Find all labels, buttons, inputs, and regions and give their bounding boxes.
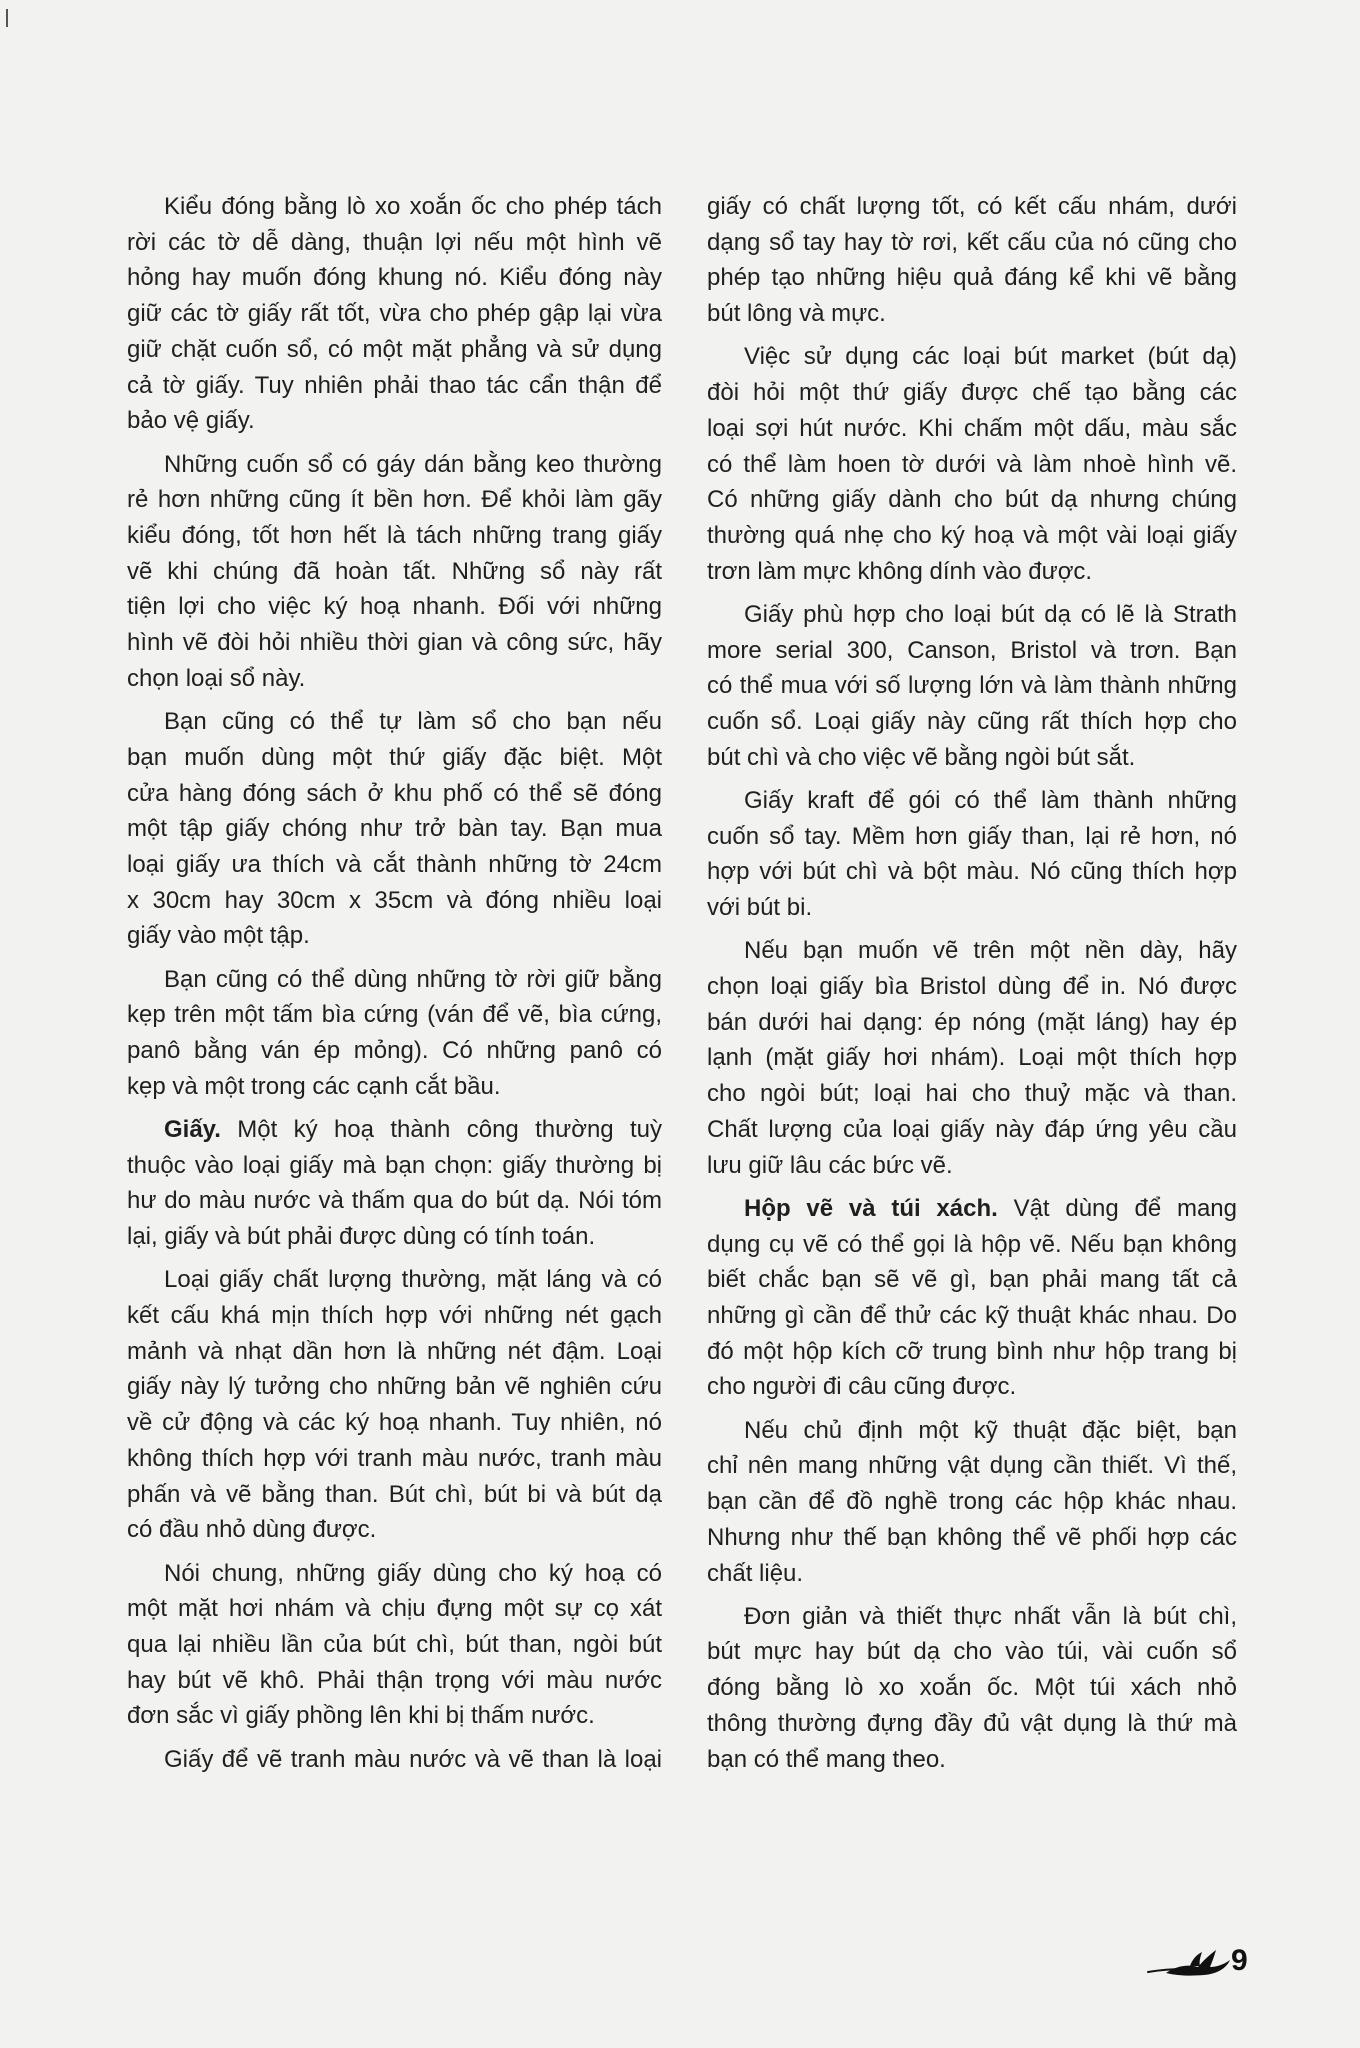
paragraph bbox=[127, 962, 662, 1105]
paragraph-lead-heading: Giấy. bbox=[164, 1115, 221, 1143]
paragraph bbox=[707, 1413, 1237, 1592]
text-line: cửa hàng đóng sách ở khu phố có thể sẽ đóng bbox=[127, 779, 662, 807]
text-line: Việc sử dụng các loại bút market (bút dạ) bbox=[744, 343, 1237, 371]
text-line: bút lông và mực. bbox=[707, 300, 886, 328]
text-line: Nếu chủ định một kỹ thuật đặc biệt, bạn bbox=[744, 1416, 1237, 1444]
text-line: bạn muốn dùng một thứ giấy đặc biệt. Một bbox=[127, 743, 662, 771]
text-line: x 30cm hay 30cm x 35cm và đóng nhiều loại bbox=[127, 886, 662, 914]
text-line: chọn loại giấy bìa Bristol dùng để in. Nó được bbox=[707, 972, 1237, 1000]
text-line: Đơn giản và thiết thực nhất vẫn là bút chì, bbox=[744, 1602, 1237, 1630]
text-line: qua lại nhiều lần của bút chì, bút than, ngòi bút bbox=[127, 1630, 662, 1658]
bird-ornament-icon bbox=[1146, 1946, 1232, 1980]
paragraph bbox=[707, 339, 1237, 589]
text-line: Giấy để vẽ tranh màu nước và vẽ than là loại bbox=[164, 1745, 662, 1773]
text-line bbox=[127, 1112, 662, 1148]
text-line: giấy vào một tập. bbox=[127, 922, 310, 950]
text-line: hình vẽ đòi hỏi nhiều thời gian và công sức, hãy bbox=[127, 629, 662, 657]
text-line: bạn cần để đồ nghề trong các hộp khác nhau. bbox=[707, 1488, 1237, 1516]
text-line: dạng sổ tay hay tờ rơi, kết cấu của nó cũng cho bbox=[707, 228, 1237, 256]
text-line bbox=[707, 1191, 1237, 1227]
text-line: thông thường đựng đầy đủ vật dụng là thứ mà bbox=[707, 1709, 1237, 1737]
text-line: đơn sắc vì giấy phồng lên khi bị thấm nước. bbox=[127, 1702, 595, 1730]
paragraph bbox=[127, 1112, 662, 1255]
text-line: hư do màu nước và thấm qua do bút dạ. Nói tóm bbox=[127, 1187, 662, 1215]
text-line: có thể mua với số lượng lớn và làm thành những bbox=[707, 672, 1237, 700]
text-line: kẹp và một trong các cạnh cắt bầu. bbox=[127, 1072, 501, 1100]
paragraph bbox=[707, 933, 1237, 1183]
paragraph bbox=[127, 1262, 662, 1548]
text-line: hợp với bút chì và bột màu. Nó cũng thích hợp bbox=[707, 858, 1237, 886]
left-column bbox=[127, 189, 662, 1785]
text-line: trơn làm mực không dính vào được. bbox=[707, 557, 1093, 585]
text-line: không thích hợp với tranh màu nước, tranh màu bbox=[127, 1444, 662, 1472]
paragraph bbox=[707, 1191, 1237, 1405]
paragraph bbox=[127, 1742, 662, 1778]
text-line: mảnh và nhạt dần hơn là những nét đậm. Loại bbox=[127, 1337, 662, 1365]
text-line: rời các tờ dễ dàng, thuận lợi nếu một hình vẽ bbox=[127, 228, 662, 256]
text-line: những gì cần để thử các kỹ thuật khác nhau. Do bbox=[707, 1301, 1237, 1329]
paragraph bbox=[707, 189, 1237, 332]
text-line: kẹp trên một tấm bìa cứng (ván để vẽ, bìa cứng, bbox=[127, 1001, 662, 1029]
text-line: vẽ khi chúng đã hoàn tất. Những sổ này rất bbox=[127, 557, 662, 585]
text-line: giấy này lý tưởng cho những bản vẽ nghiên cứu bbox=[127, 1373, 662, 1401]
text-line: biết chắc bạn sẽ vẽ gì, bạn phải mang tất cả bbox=[707, 1266, 1237, 1294]
text-line: tiện lợi cho việc ký hoạ nhanh. Đối với những bbox=[127, 593, 662, 621]
text-line: more serial 300, Canson, Bristol và trơn. Bạn bbox=[707, 636, 1237, 664]
text-line: Kiểu đóng bằng lò xo xoắn ốc cho phép tách bbox=[164, 193, 662, 220]
text-line: đòi hỏi một thứ giấy được chế tạo bằng các bbox=[707, 379, 1237, 407]
paragraph bbox=[127, 189, 662, 439]
text-line: Loại giấy chất lượng thường, mặt láng và có bbox=[164, 1266, 662, 1294]
paragraph-lead-heading: Hộp vẽ và túi xách. bbox=[744, 1194, 998, 1222]
text-line: Giấy kraft để gói có thể làm thành những bbox=[744, 786, 1237, 814]
text-line: Giấy phù hợp cho loại bút dạ có lẽ là Strath bbox=[744, 600, 1237, 628]
text-line: bút chì và cho việc vẽ bằng ngòi bút sắt. bbox=[707, 743, 1136, 771]
text-line: kết cấu khá mịn thích hợp với những nét gạch bbox=[127, 1301, 662, 1329]
text-line: hay bút vẽ khô. Phải thận trọng với màu nước bbox=[127, 1666, 662, 1694]
text-line: lưu giữ lâu các bức vẽ. bbox=[707, 1151, 953, 1179]
text-line: Nói chung, những giấy dùng cho ký hoạ có bbox=[164, 1559, 662, 1587]
text-line: một mặt hơi nhám và chịu đựng một sự cọ xát bbox=[127, 1595, 662, 1623]
text-line: lạnh (mặt giấy hơi nhám). Loại một thích hợp bbox=[707, 1044, 1237, 1072]
text-line: đó một hộp kích cỡ trung bình như hộp trang bị bbox=[707, 1337, 1237, 1365]
text-line: dụng cụ vẽ có thể gọi là hộp vẽ. Nếu bạn không bbox=[707, 1230, 1237, 1258]
text-line: đóng bằng lò xo xoắn ốc. Một túi xách nhỏ bbox=[707, 1674, 1237, 1702]
text-line: Nếu bạn muốn vẽ trên một nền dày, hãy bbox=[744, 937, 1237, 965]
text-line: kiểu đóng, tốt hơn hết là tách những trang giấy bbox=[127, 522, 662, 549]
text-line: bạn có thể mang theo. bbox=[707, 1745, 946, 1773]
text-line: Những cuốn sổ có gáy dán bằng keo thường bbox=[164, 450, 662, 478]
text-line: Bạn cũng có thể tự làm sổ cho bạn nếu bbox=[164, 708, 662, 736]
text-line: với bút bi. bbox=[707, 894, 813, 922]
text-line: cuốn sổ. Loại giấy này cũng rất thích hợp cho bbox=[707, 708, 1237, 736]
text-line: bút mực hay bút dạ cho vào túi, vài cuốn sổ bbox=[707, 1638, 1237, 1666]
text-line: panô bằng ván ép mỏng). Có những panô có bbox=[127, 1037, 662, 1065]
text-line: Nhưng như thế bạn không thể vẽ phối hợp các bbox=[707, 1523, 1237, 1551]
text-line: thuộc vào loại giấy mà bạn chọn: giấy thường bị bbox=[127, 1151, 662, 1179]
page-number: 9 bbox=[1231, 1944, 1248, 1977]
text-line: loại giấy ưa thích và cắt thành những tờ 24cm bbox=[127, 851, 662, 878]
text-line: có thể làm hoen tờ dưới và làm nhoè hình vẽ. bbox=[707, 450, 1237, 478]
text-line: về cử động và các ký hoạ nhanh. Tuy nhiên, nó bbox=[127, 1409, 662, 1437]
paragraph bbox=[127, 704, 662, 954]
text-line: Có những giấy dành cho bút dạ nhưng chúng bbox=[707, 486, 1237, 514]
scan-edge-mark bbox=[6, 9, 8, 27]
text-line: thường quá nhẹ cho ký hoạ và một vài loại giấy bbox=[707, 522, 1237, 549]
text-line: bán dưới hai dạng: ép nóng (mặt láng) hay ép bbox=[707, 1008, 1237, 1036]
text-line: giấy có chất lượng tốt, có kết cấu nhám, dưới bbox=[707, 193, 1237, 220]
paragraph bbox=[707, 597, 1237, 776]
text-line: cả tờ giấy. Tuy nhiên phải thao tác cẩn thận để bbox=[127, 371, 662, 399]
text-line: giữ các tờ giấy rất tốt, vừa cho phép gập lại vừa bbox=[127, 300, 662, 328]
text-line: cho ngòi bút; loại hai cho thuỷ mặc và than. bbox=[707, 1080, 1237, 1108]
text-line: Bạn cũng có thể dùng những tờ rời giữ bằng bbox=[164, 965, 662, 993]
text-line: phép tạo những hiệu quả đáng kể khi vẽ bằng bbox=[707, 264, 1237, 292]
text-run: Vật dùng để mang bbox=[1013, 1194, 1237, 1222]
text-run: Một ký hoạ thành công thường tuỳ bbox=[237, 1115, 662, 1143]
text-line: rẻ hơn những cũng ít bền hơn. Để khỏi làm gãy bbox=[127, 486, 662, 514]
text-line: có đầu nhỏ dùng được. bbox=[127, 1516, 377, 1544]
text-line: cuốn sổ tay. Mềm hơn giấy than, lại rẻ hơn, nó bbox=[707, 822, 1237, 850]
text-line: giữ chặt cuốn sổ, có một mặt phẳng và sử dụng bbox=[127, 335, 662, 363]
text-line: chọn loại sổ này. bbox=[127, 664, 306, 692]
text-line: một tập giấy chóng như trở bàn tay. Bạn mua bbox=[127, 815, 662, 843]
paragraph bbox=[707, 783, 1237, 926]
text-line: hỏng hay muốn đóng khung nó. Kiểu đóng này bbox=[127, 264, 662, 292]
text-line: phấn và vẽ bằng than. Bút chì, bút bi và bút dạ bbox=[127, 1480, 662, 1508]
text-line: chỉ nên mang những vật dụng cần thiết. Vì thế, bbox=[707, 1452, 1237, 1480]
paragraph bbox=[127, 447, 662, 697]
text-line: chất liệu. bbox=[707, 1559, 804, 1587]
text-line: bảo vệ giấy. bbox=[127, 407, 255, 435]
text-line: lại, giấy và bút phải được dùng có tính toán. bbox=[127, 1223, 596, 1251]
text-line: Chất lượng của loại giấy này đáp ứng yêu cầu bbox=[707, 1115, 1237, 1143]
text-line: cho người đi câu cũng được. bbox=[707, 1373, 1017, 1401]
text-line: loại sợi hút nước. Khi chấm một dấu, màu sắc bbox=[707, 414, 1237, 442]
paragraph bbox=[127, 1556, 662, 1735]
paragraph bbox=[707, 1599, 1237, 1778]
right-column bbox=[707, 189, 1237, 1785]
